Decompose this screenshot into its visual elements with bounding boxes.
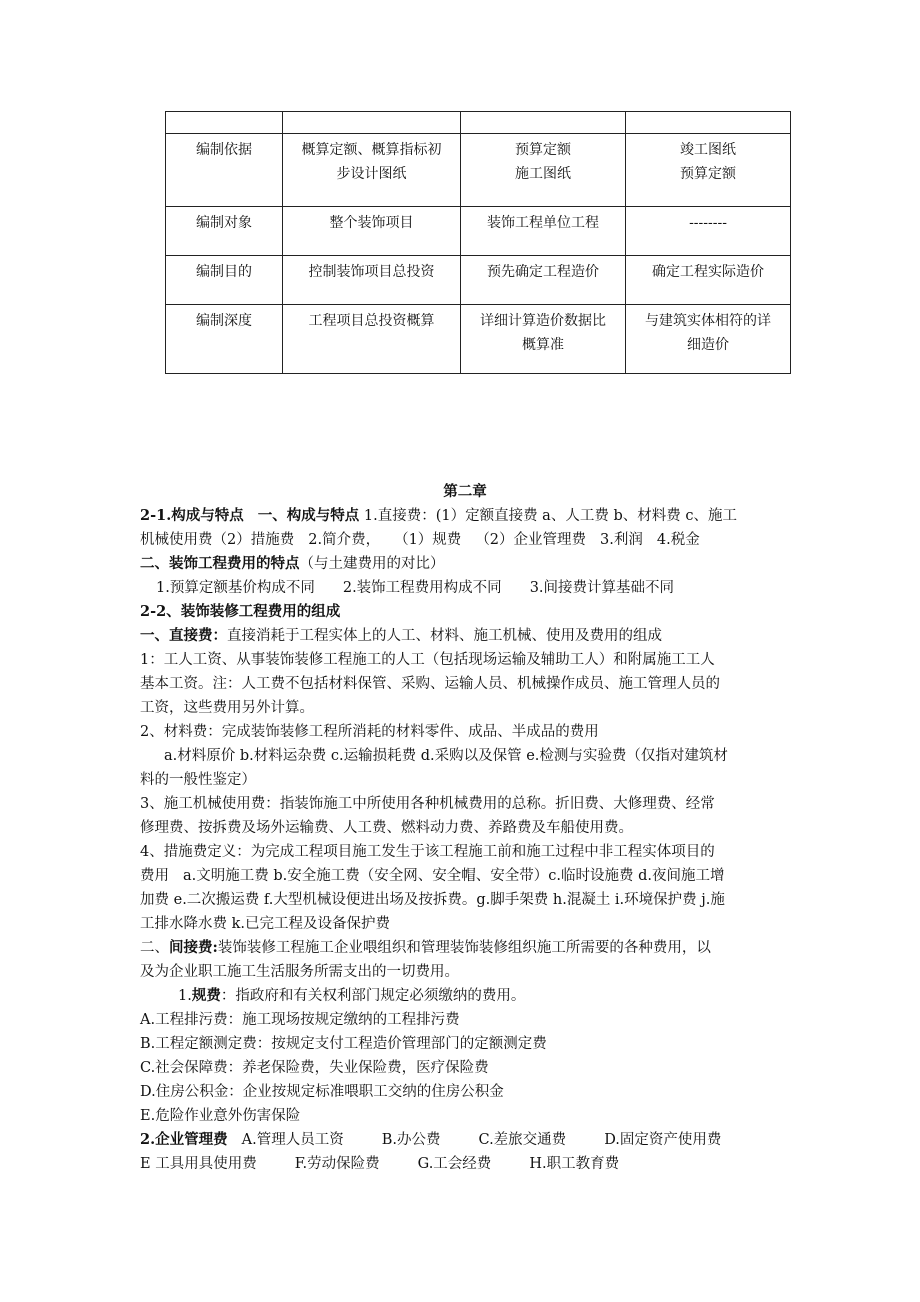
- text: F.劳动保险费: [294, 1156, 380, 1172]
- cell-line: 细造价: [687, 337, 729, 353]
- table-cell: [461, 112, 626, 134]
- paragraph: [140, 552, 790, 576]
- paragraph: a.材料原价 b.材料运杂费 c.运输损耗费 d.采购以及保管 e.检测与实验费（仅指对建筑材: [164, 748, 728, 764]
- table-cell: 工程项目总投资概算: [283, 305, 461, 374]
- table-row: [166, 134, 791, 207]
- text: 4.税金: [656, 532, 700, 548]
- paragraph: A.工程排污费：施工现场按规定缴纳的工程排污费: [140, 1012, 460, 1028]
- paragraph: [140, 1128, 790, 1152]
- text: 直接消耗于工程实体上的人工、材料、施工机械、使用及费用的组成: [227, 628, 662, 644]
- cell-line: 与建筑实体相符的详: [645, 313, 771, 329]
- table-cell: [283, 112, 461, 134]
- cell-line: 详细计算造价数据比: [480, 313, 606, 329]
- subsection-title: 规费: [191, 987, 221, 1004]
- paragraph: 加费 e.二次搬运费 f.大型机械设便进出场及按拆费。g.脚手架费 h.混凝土 i.环境保护费 j.施: [140, 892, 725, 908]
- paragraph: 4、措施费定义：为完成工程项目施工发生于该工程施工前和施工过程中非工程实体项目的: [140, 844, 715, 860]
- table-cell: 预先确定工程造价: [461, 256, 626, 305]
- text: 1.直接费：(1）定额直接费 a、人工费 b、材料费 c、施工: [363, 508, 737, 524]
- text: （1）规费: [394, 532, 462, 548]
- paragraph: [140, 576, 790, 600]
- paragraph: [140, 528, 790, 552]
- paragraph: 3、施工机械使用费：指装饰施工中所使用各种机械费用的总称。折旧费、大修理费、经常: [140, 796, 715, 812]
- cell-line: 概算准: [522, 337, 564, 353]
- table-cell: 确定工程实际造价: [626, 256, 791, 305]
- subsection-title: 一、直接费：: [140, 627, 227, 644]
- cell-line: 概算定额、概算指标初: [301, 142, 442, 158]
- table-cell: [166, 112, 283, 134]
- paragraph: [140, 624, 790, 648]
- table-cell: [626, 134, 791, 207]
- paragraph: 基本工资。注：人工费不包括材料保管、采购、运输人员、机械操作成员、施工管理人员的: [140, 676, 720, 692]
- cell-line: 施工图纸: [515, 166, 571, 182]
- text: 二、: [140, 940, 169, 956]
- section-title: 2-1.构成与特点: [140, 507, 244, 524]
- section-title: 二、装饰工程费用的特点: [140, 555, 300, 572]
- text: A.管理人员工资: [241, 1132, 344, 1148]
- table-cell: [626, 112, 791, 134]
- text: 装饰装修工程施工企业喂组织和管理装饰装修组织施工所需要的各种费用，以: [217, 940, 711, 956]
- paragraph: [140, 600, 790, 624]
- cell-line: 步设计图纸: [336, 166, 407, 182]
- paragraph: B.工程定额测定费：按规定支付工程造价管理部门的定额测定费: [140, 1036, 547, 1052]
- table-cell: 控制装饰项目总投资: [283, 256, 461, 305]
- comparison-table: [165, 111, 791, 374]
- paragraph: 工排水降水费 k.已完工程及设备保护费: [140, 916, 391, 932]
- paragraph: 工资，这些费用另外计算。: [140, 700, 314, 716]
- text: 2.装饰工程费用构成不同: [342, 580, 502, 596]
- table-row: [166, 305, 791, 374]
- subsection-title: 一、构成与特点: [257, 507, 360, 524]
- text: G.工会经费: [417, 1156, 492, 1172]
- paragraph: [140, 984, 790, 1008]
- paragraph: [140, 864, 790, 888]
- text: 1.: [178, 988, 192, 1004]
- table-cell: 装饰工程单位工程: [461, 207, 626, 256]
- paragraph: [140, 504, 790, 528]
- text: a.文明施工费 b.安全施工费（安全网、安全帽、安全带）c.临时设施费 d.夜间施工增: [183, 868, 725, 884]
- text: H.职工教育费: [529, 1156, 620, 1172]
- text: 3.利润: [600, 532, 643, 548]
- chapter-title: 第二章: [443, 483, 487, 500]
- text: 1.预算定额基价构成不同: [156, 580, 315, 596]
- cell-line: 预算定额: [515, 142, 571, 158]
- text: 机械使用费（2）措施费: [140, 532, 295, 548]
- paragraph: 料的一般性鉴定）: [140, 772, 256, 788]
- table-cell: 整个装饰项目: [283, 207, 461, 256]
- text: E 工具用具使用费: [140, 1156, 257, 1172]
- chapter-body: [140, 480, 790, 1176]
- table-cell: [283, 134, 461, 207]
- text: D.固定资产使用费: [604, 1132, 722, 1148]
- table-cell: --------: [626, 207, 791, 256]
- paragraph: C.社会保障费：养老保险费，失业保险费，医疗保险费: [140, 1060, 489, 1076]
- table-row: [166, 256, 791, 305]
- paragraph: [140, 1152, 790, 1176]
- table-cell: 编制深度: [166, 305, 283, 374]
- text: （与土建费用的对比）: [299, 556, 445, 572]
- table-cell: [461, 305, 626, 374]
- cell-line: 竣工图纸: [680, 142, 736, 158]
- table-row: [166, 207, 791, 256]
- paragraph: 及为企业职工施工生活服务所需支出的一切费用。: [140, 964, 459, 980]
- paragraph: 2、材料费：完成装饰装修工程所消耗的材料零件、成品、半成品的费用: [140, 724, 599, 740]
- text: C.差旅交通费: [478, 1132, 567, 1148]
- paragraph: E.危险作业意外伤害保险: [140, 1108, 301, 1124]
- table-cell: 编制目的: [166, 256, 283, 305]
- table-cell: 编制对象: [166, 207, 283, 256]
- text: 费用: [140, 868, 169, 884]
- section-title: 2-2、装饰装修工程费用的组成: [140, 603, 341, 620]
- text: 3.间接费计算基础不同: [529, 580, 675, 596]
- paragraph: 修理费、按拆费及场外运输费、人工费、燃料动力费、养路费及车船使用费。: [140, 820, 633, 836]
- paragraph: 1：工人工资、从事装饰装修工程施工的人工（包括现场运输及辅助工人）和附属施工工人: [140, 652, 715, 668]
- subsection-title: 间接费:: [169, 939, 218, 956]
- cell-line: 预算定额: [680, 166, 736, 182]
- text: （2）企业管理费: [475, 532, 587, 548]
- table-cell: [626, 305, 791, 374]
- paragraph: D.住房公积金：企业按规定标准喂职工交纳的住房公积金: [140, 1084, 504, 1100]
- table-header-row: [166, 112, 791, 134]
- text: 2.简介费，: [308, 532, 381, 548]
- table-cell: 编制依据: [166, 134, 283, 207]
- subsection-title: 2.企业管理费: [140, 1131, 228, 1148]
- text: ：指政府和有关权利部门规定必须缴纳的费用。: [220, 988, 526, 1004]
- paragraph: [140, 936, 790, 960]
- table-cell: [461, 134, 626, 207]
- text: B.办公费: [381, 1132, 441, 1148]
